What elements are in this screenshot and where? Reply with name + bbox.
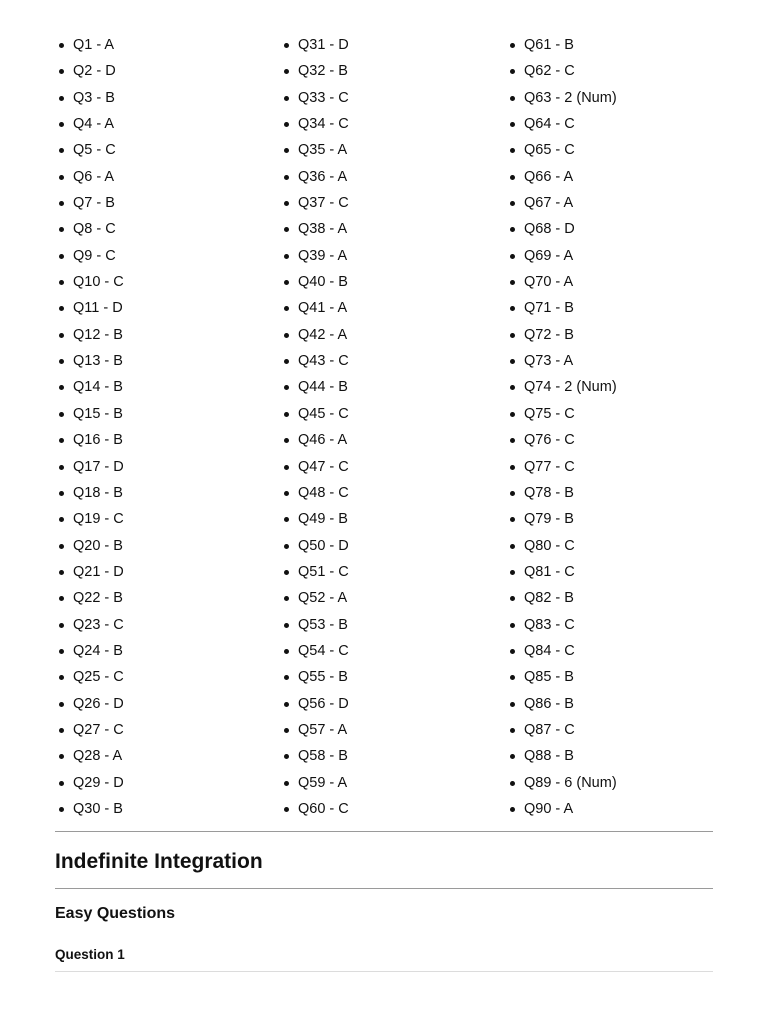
bullet-icon	[510, 754, 515, 759]
answer-text: Q22 - B	[73, 590, 123, 607]
answer-item	[280, 612, 349, 638]
answer-text: Q11 - D	[73, 300, 123, 317]
answer-text: Q88 - B	[524, 748, 574, 765]
bullet-icon	[510, 412, 515, 417]
bullet-icon	[284, 702, 289, 707]
bullet-icon	[59, 570, 64, 575]
bullet-icon	[59, 148, 64, 153]
answer-item	[506, 770, 617, 796]
answer-text: Q63 - 2 (Num)	[524, 89, 617, 106]
answer-text: Q35 - A	[298, 142, 348, 159]
answer-text: Q19 - C	[73, 511, 124, 528]
bullet-icon	[284, 175, 289, 180]
answer-text: Q89 - 6 (Num)	[524, 774, 617, 791]
answer-item	[55, 243, 124, 269]
bullet-icon	[284, 385, 289, 390]
answer-item	[55, 454, 124, 480]
answer-text: Q4 - A	[73, 116, 115, 133]
answer-text: Q14 - B	[73, 379, 123, 396]
answer-text: Q43 - C	[298, 353, 349, 370]
answer-item	[506, 454, 617, 480]
bullet-icon	[59, 333, 64, 338]
bullet-icon	[59, 491, 64, 496]
answer-item	[280, 717, 349, 743]
bullet-icon	[59, 122, 64, 127]
bullet-icon	[510, 596, 515, 601]
bullet-icon	[59, 623, 64, 628]
bullet-icon	[59, 781, 64, 786]
answer-text: Q24 - B	[73, 642, 123, 659]
answer-text: Q21 - D	[73, 563, 124, 580]
answer-item	[506, 717, 617, 743]
bullet-icon	[59, 702, 64, 707]
answer-item	[280, 664, 349, 690]
bullet-icon	[284, 306, 289, 311]
answer-item	[55, 427, 124, 453]
answer-item	[280, 85, 349, 111]
bullet-icon	[59, 385, 64, 390]
bullet-icon	[284, 148, 289, 153]
bullet-icon	[59, 649, 64, 654]
bullet-icon	[59, 807, 64, 812]
bullet-icon	[510, 96, 515, 101]
answer-text: Q55 - B	[298, 669, 348, 686]
answer-text: Q79 - B	[524, 511, 574, 528]
answer-item	[506, 243, 617, 269]
bullet-icon	[59, 43, 64, 48]
bullet-icon	[284, 69, 289, 74]
bullet-icon	[284, 412, 289, 417]
answer-item	[280, 58, 349, 84]
answer-item	[55, 164, 124, 190]
bullet-icon	[284, 96, 289, 101]
answer-item	[506, 506, 617, 532]
answer-text: Q26 - D	[73, 695, 124, 712]
answer-item	[280, 164, 349, 190]
answer-text: Q44 - B	[298, 379, 348, 396]
bullet-icon	[59, 227, 64, 232]
answer-item	[55, 533, 124, 559]
bullet-icon	[284, 359, 289, 364]
answer-text: Q83 - C	[524, 616, 575, 633]
answer-text: Q34 - C	[298, 116, 349, 133]
bullet-icon	[284, 781, 289, 786]
answer-item	[280, 269, 349, 295]
answer-text: Q78 - B	[524, 484, 574, 501]
answer-text: Q25 - C	[73, 669, 124, 686]
bullet-icon	[284, 623, 289, 628]
answer-text: Q60 - C	[298, 800, 349, 817]
answer-text: Q48 - C	[298, 484, 349, 501]
bullet-icon	[510, 148, 515, 153]
answer-text: Q8 - C	[73, 221, 116, 238]
answer-column-1	[55, 32, 124, 822]
answer-text: Q17 - D	[73, 458, 124, 475]
answer-text: Q53 - B	[298, 616, 348, 633]
bullet-icon	[510, 781, 515, 786]
answer-text: Q86 - B	[524, 695, 574, 712]
answer-text: Q33 - C	[298, 89, 349, 106]
bullet-icon	[510, 385, 515, 390]
answer-text: Q57 - A	[298, 721, 348, 738]
answer-item	[280, 743, 349, 769]
answer-text: Q3 - B	[73, 89, 115, 106]
answer-text: Q62 - C	[524, 63, 575, 80]
bullet-icon	[59, 359, 64, 364]
answer-item	[55, 664, 124, 690]
answer-item	[506, 58, 617, 84]
answer-text: Q45 - C	[298, 405, 349, 422]
answer-item	[280, 137, 349, 163]
answer-text: Q20 - B	[73, 537, 123, 554]
bullet-icon	[284, 201, 289, 206]
answer-item	[506, 32, 617, 58]
bullet-icon	[284, 649, 289, 654]
answer-item	[280, 401, 349, 427]
answer-item	[55, 506, 124, 532]
answer-text: Q70 - A	[524, 274, 574, 291]
bullet-icon	[284, 675, 289, 680]
bullet-icon	[284, 728, 289, 733]
answer-text: Q80 - C	[524, 537, 575, 554]
answer-text: Q87 - C	[524, 721, 575, 738]
answer-item	[506, 612, 617, 638]
bullet-icon	[510, 517, 515, 522]
answer-item	[280, 348, 349, 374]
answer-text: Q37 - C	[298, 195, 349, 212]
bullet-icon	[510, 227, 515, 232]
bullet-icon	[510, 465, 515, 470]
answer-item	[506, 559, 617, 585]
answer-item	[280, 691, 349, 717]
answer-item	[506, 533, 617, 559]
bullet-icon	[284, 227, 289, 232]
bullet-icon	[59, 175, 64, 180]
answer-text: Q27 - C	[73, 721, 124, 738]
answer-item	[55, 295, 124, 321]
bullet-icon	[510, 122, 515, 127]
answer-text: Q71 - B	[524, 300, 574, 317]
answer-text: Q47 - C	[298, 458, 349, 475]
answer-text: Q68 - D	[524, 221, 575, 238]
bullet-icon	[284, 517, 289, 522]
answer-item	[280, 374, 349, 400]
bullet-icon	[59, 675, 64, 680]
bullet-icon	[510, 438, 515, 443]
answer-text: Q58 - B	[298, 748, 348, 765]
answer-text: Q41 - A	[298, 300, 348, 317]
answer-text: Q74 - 2 (Num)	[524, 379, 617, 396]
answer-item	[506, 216, 617, 242]
answer-item	[55, 612, 124, 638]
answer-item	[55, 401, 124, 427]
answer-item	[55, 32, 124, 58]
answer-text: Q30 - B	[73, 800, 123, 817]
bullet-icon	[510, 807, 515, 812]
answer-item	[55, 190, 124, 216]
answer-text: Q7 - B	[73, 195, 115, 212]
answer-item	[55, 796, 124, 822]
bullet-icon	[510, 333, 515, 338]
bullet-icon	[59, 728, 64, 733]
answer-item	[506, 796, 617, 822]
answer-item	[280, 32, 349, 58]
bullet-icon	[284, 333, 289, 338]
answer-item	[280, 243, 349, 269]
answer-text: Q90 - A	[524, 800, 574, 817]
answer-text: Q42 - A	[298, 326, 348, 343]
answer-text: Q31 - D	[298, 37, 349, 53]
answer-text: Q36 - A	[298, 168, 348, 185]
answer-item	[55, 480, 124, 506]
bullet-icon	[59, 201, 64, 206]
answer-text: Q51 - C	[298, 563, 349, 580]
answer-item	[280, 216, 349, 242]
answer-text: Q82 - B	[524, 590, 574, 607]
answer-item	[55, 348, 124, 374]
answer-text: Q16 - B	[73, 432, 123, 449]
answer-item	[55, 111, 124, 137]
answer-item	[55, 137, 124, 163]
answer-text: Q76 - C	[524, 432, 575, 449]
subsection-title: Easy Questions	[55, 905, 176, 922]
answer-item	[280, 111, 349, 137]
bullet-icon	[59, 517, 64, 522]
answer-text: Q12 - B	[73, 326, 123, 343]
answer-item	[506, 295, 617, 321]
answer-item	[506, 322, 617, 348]
bullet-icon	[284, 254, 289, 259]
answer-text: Q65 - C	[524, 142, 575, 159]
answer-item	[55, 559, 124, 585]
bullet-icon	[284, 43, 289, 48]
answer-item	[280, 454, 349, 480]
answer-item	[280, 770, 349, 796]
bullet-icon	[59, 412, 64, 417]
answer-item	[280, 480, 349, 506]
bullet-icon	[284, 754, 289, 759]
bullet-icon	[59, 96, 64, 101]
answer-item	[280, 190, 349, 216]
answer-text: Q84 - C	[524, 642, 575, 659]
question-heading: Question 1	[55, 947, 125, 962]
answer-item	[506, 585, 617, 611]
bullet-icon	[510, 570, 515, 575]
bullet-icon	[510, 491, 515, 496]
bullet-icon	[59, 438, 64, 443]
answer-item	[506, 85, 617, 111]
bullet-icon	[510, 623, 515, 628]
answer-item	[506, 664, 617, 690]
answer-text: Q69 - A	[524, 247, 574, 264]
answer-text: Q18 - B	[73, 484, 123, 501]
section-title: Indefinite Integration	[55, 850, 263, 873]
answer-text: Q9 - C	[73, 247, 116, 264]
answer-text: Q81 - C	[524, 563, 575, 580]
bullet-icon	[510, 728, 515, 733]
bullet-icon	[284, 465, 289, 470]
answer-item	[55, 85, 124, 111]
bullet-icon	[284, 544, 289, 549]
answer-text: Q29 - D	[73, 774, 124, 791]
answer-text: Q67 - A	[524, 195, 574, 212]
bullet-icon	[510, 201, 515, 206]
answer-text: Q1 - A	[73, 37, 115, 53]
bullet-icon	[510, 43, 515, 48]
answer-item	[506, 164, 617, 190]
document-page	[55, 0, 713, 962]
answer-item	[280, 638, 349, 664]
answer-item	[506, 743, 617, 769]
answer-text: Q5 - C	[73, 142, 116, 159]
answer-item	[506, 111, 617, 137]
bullet-icon	[510, 280, 515, 285]
answer-text: Q56 - D	[298, 695, 349, 712]
answer-item	[506, 427, 617, 453]
answer-item	[506, 638, 617, 664]
answer-item	[55, 638, 124, 664]
answer-text: Q46 - A	[298, 432, 348, 449]
answer-text: Q64 - C	[524, 116, 575, 133]
answer-text: Q59 - A	[298, 774, 348, 791]
answer-item	[280, 533, 349, 559]
answer-text: Q28 - A	[73, 748, 123, 765]
answer-text: Q52 - A	[298, 590, 348, 607]
answer-text: Q66 - A	[524, 168, 574, 185]
answer-text: Q6 - A	[73, 168, 115, 185]
answer-item	[506, 269, 617, 295]
answer-text: Q32 - B	[298, 63, 348, 80]
answer-text: Q49 - B	[298, 511, 348, 528]
answer-text: Q39 - A	[298, 247, 348, 264]
answer-item	[280, 506, 349, 532]
bullet-icon	[59, 280, 64, 285]
answer-text: Q77 - C	[524, 458, 575, 475]
section-divider	[55, 831, 713, 832]
answer-item	[55, 216, 124, 242]
answer-item	[280, 322, 349, 348]
answer-item	[506, 480, 617, 506]
bullet-icon	[510, 649, 515, 654]
bullet-icon	[510, 359, 515, 364]
bullet-icon	[510, 175, 515, 180]
answer-item	[506, 348, 617, 374]
answer-text: Q13 - B	[73, 353, 123, 370]
answer-item	[55, 58, 124, 84]
answer-item	[506, 137, 617, 163]
answer-item	[55, 269, 124, 295]
answer-item	[55, 743, 124, 769]
answer-column-2	[280, 32, 349, 822]
answer-text: Q75 - C	[524, 405, 575, 422]
answer-item	[506, 691, 617, 717]
answer-item	[280, 559, 349, 585]
answer-key	[55, 0, 713, 832]
bullet-icon	[510, 544, 515, 549]
answer-item	[55, 691, 124, 717]
answer-column-3	[506, 32, 617, 822]
answer-text: Q40 - B	[298, 274, 348, 291]
bullet-icon	[59, 465, 64, 470]
bullet-icon	[59, 306, 64, 311]
bullet-icon	[59, 69, 64, 74]
answer-text: Q61 - B	[524, 37, 574, 53]
bullet-icon	[284, 570, 289, 575]
answer-text: Q54 - C	[298, 642, 349, 659]
bullet-icon	[510, 702, 515, 707]
bullet-icon	[510, 69, 515, 74]
answer-text: Q15 - B	[73, 405, 123, 422]
bullet-icon	[59, 544, 64, 549]
answer-text: Q38 - A	[298, 221, 348, 238]
section-title-underline	[55, 888, 713, 889]
bullet-icon	[59, 596, 64, 601]
answer-item	[55, 585, 124, 611]
answer-text: Q23 - C	[73, 616, 124, 633]
answer-item	[280, 295, 349, 321]
answer-item	[55, 374, 124, 400]
bullet-icon	[284, 596, 289, 601]
question-divider	[55, 971, 713, 972]
answer-item	[280, 585, 349, 611]
answer-item	[55, 770, 124, 796]
bullet-icon	[284, 122, 289, 127]
bullet-icon	[510, 306, 515, 311]
answer-text: Q72 - B	[524, 326, 574, 343]
answer-item	[506, 401, 617, 427]
bullet-icon	[59, 754, 64, 759]
answer-text: Q85 - B	[524, 669, 574, 686]
answer-item	[55, 322, 124, 348]
answer-item	[506, 190, 617, 216]
bullet-icon	[284, 491, 289, 496]
bullet-icon	[510, 254, 515, 259]
answer-text: Q2 - D	[73, 63, 116, 80]
answer-item	[55, 717, 124, 743]
bullet-icon	[284, 280, 289, 285]
answer-item	[506, 374, 617, 400]
bullet-icon	[284, 438, 289, 443]
answer-text: Q10 - C	[73, 274, 124, 291]
answer-item	[280, 796, 349, 822]
bullet-icon	[510, 675, 515, 680]
answer-text: Q50 - D	[298, 537, 349, 554]
answer-item	[280, 427, 349, 453]
answer-text: Q73 - A	[524, 353, 574, 370]
bullet-icon	[284, 807, 289, 812]
bullet-icon	[59, 254, 64, 259]
